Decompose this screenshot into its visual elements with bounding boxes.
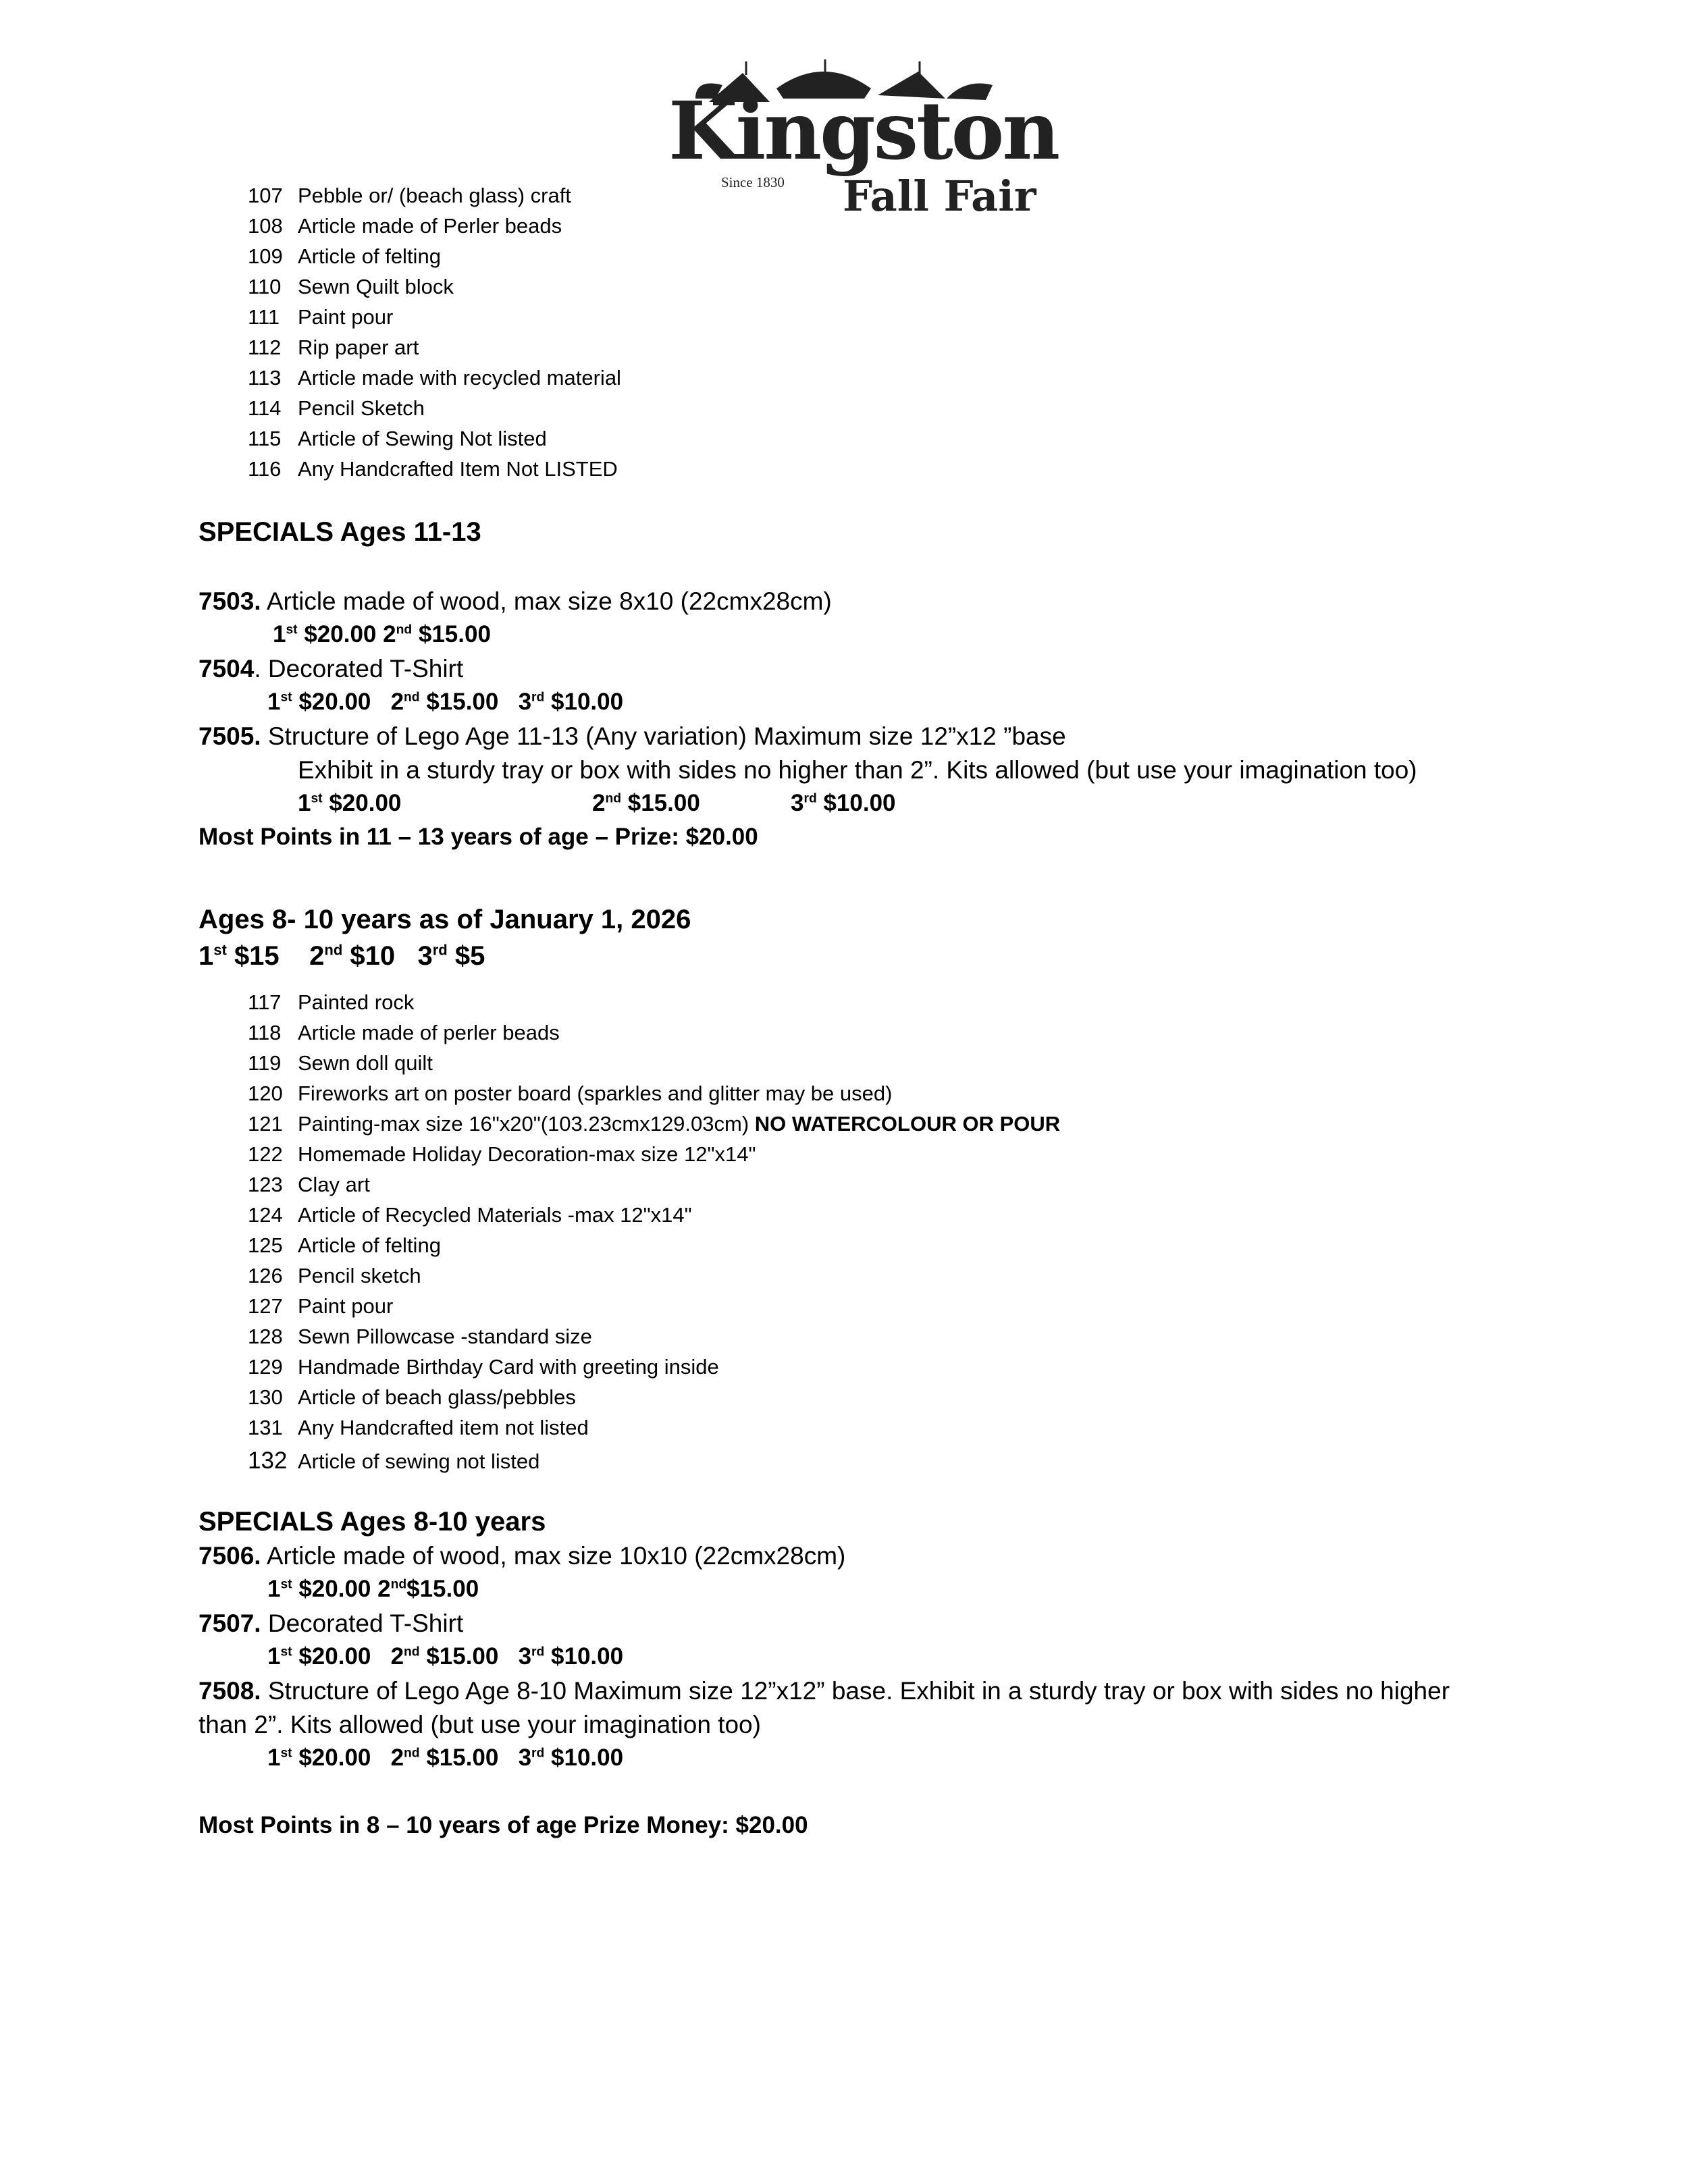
item-number: 129 <box>248 1355 283 1379</box>
item-number: 130 <box>248 1385 283 1409</box>
list-item <box>248 241 621 271</box>
item-label: Article of sewing not listed <box>298 1449 540 1473</box>
item-label: Article of Recycled Materials -max 12"x14" <box>298 1203 692 1227</box>
item-number: 120 <box>248 1082 283 1105</box>
item-number: 110 <box>248 275 282 298</box>
item-number: 115 <box>248 427 282 450</box>
item-number: 112 <box>248 336 282 359</box>
list-item <box>248 271 621 302</box>
list-item <box>248 1169 1060 1200</box>
list-item <box>248 1291 1060 1321</box>
item-label: Paint pour <box>298 1294 394 1318</box>
entry-7508 <box>199 1677 1450 1705</box>
entry-text: . Decorated T-Shirt <box>254 655 464 683</box>
list-item <box>248 180 621 211</box>
list-item <box>248 363 621 393</box>
item-label: Sewn Quilt block <box>298 275 454 298</box>
item-number: 116 <box>248 457 282 481</box>
item-label: Article of felting <box>298 244 441 268</box>
logo-sub: Fall Fair <box>843 171 1036 221</box>
prize-line: 1st $20.00 2nd $15.00 3rd $10.00 <box>267 689 624 715</box>
item-number: 119 <box>248 1051 282 1075</box>
section-heading-ages-8-10: Ages 8- 10 years as of January 1, 2026 <box>199 905 691 934</box>
entry-code: 7503. <box>199 587 261 615</box>
item-label: Painted rock <box>298 990 415 1014</box>
section-heading-specials-11-13: SPECIALS Ages 11-13 <box>199 517 481 547</box>
list-item <box>248 332 621 363</box>
prize-line: 1st $20.00 2nd $15.00 3rd $10.00 <box>267 1744 624 1771</box>
section-heading-specials-8-10: SPECIALS Ages 8-10 years <box>199 1507 546 1537</box>
item-number: 124 <box>248 1203 283 1227</box>
item-label: Pencil Sketch <box>298 396 425 420</box>
entry-text: Structure of Lego Age 11-13 (Any variation) Maximum size 12”x12 ”base <box>261 722 1066 750</box>
item-label: Paint pour <box>298 305 394 329</box>
list-item <box>248 1078 1060 1109</box>
item-label: Any Handcrafted Item Not LISTED <box>298 457 618 481</box>
ages-8-10-prizes: 1st $15 2nd $10 3rd $5 <box>199 941 485 971</box>
item-label: Any Handcrafted item not listed <box>298 1416 589 1439</box>
item-number: 126 <box>248 1264 283 1287</box>
entry-code: 7508. <box>199 1677 261 1705</box>
entry-7505-details: Exhibit in a sturdy tray or box with sides no higher than 2”. Kits allowed (but use your imagination too) <box>298 756 1417 784</box>
item-number: 108 <box>248 214 283 238</box>
entry-text: Decorated T-Shirt <box>261 1609 464 1637</box>
list-item <box>248 1048 1060 1078</box>
list-item <box>248 393 621 423</box>
entry-7504 <box>199 655 463 683</box>
item-number: 113 <box>248 366 282 390</box>
item-label: Fireworks art on poster board (sparkles and glitter may be used) <box>298 1082 893 1105</box>
prize-line: 1st $20.00 2nd $15.00 <box>273 621 491 647</box>
entry-7503 <box>199 587 832 616</box>
list-item <box>248 1352 1060 1382</box>
item-number: 123 <box>248 1173 283 1196</box>
list-item <box>248 1017 1060 1048</box>
list-item <box>248 454 621 484</box>
list-item <box>248 987 1060 1017</box>
item-number: 128 <box>248 1325 283 1348</box>
item-number: 132 <box>248 1447 288 1474</box>
entry-text: Article made of wood, max size 10x10 (22cmx28cm) <box>261 1542 846 1570</box>
most-points-8-10: Most Points in 8 – 10 years of age Prize Money: $20.00 <box>199 1812 808 1838</box>
entry-code: 7504 <box>199 655 255 683</box>
list-item <box>248 1445 1060 1476</box>
item-number: 107 <box>248 184 283 207</box>
item-number: 131 <box>248 1416 283 1439</box>
item-number: 114 <box>248 396 282 420</box>
item-number: 127 <box>248 1294 283 1318</box>
list-item <box>248 1139 1060 1169</box>
item-label: Sewn Pillowcase -standard size <box>298 1325 592 1348</box>
item-number: 121 <box>248 1112 283 1136</box>
entry-code: 7506. <box>199 1542 261 1570</box>
item-label: Article of felting <box>298 1233 441 1257</box>
list-item <box>248 423 621 454</box>
prize-line: 1st $20.00 2nd $15.00 3rd $10.00 <box>267 1643 624 1670</box>
item-label: Painting-max size 16"x20"(103.23cmx129.03cm) <box>298 1112 755 1136</box>
list-item <box>248 1321 1060 1352</box>
list-item <box>248 1109 1060 1139</box>
list-item <box>248 1200 1060 1230</box>
list-item <box>248 1382 1060 1412</box>
item-label: Article of Sewing Not listed <box>298 427 547 450</box>
category-list-8-10 <box>248 987 1060 1476</box>
item-number: 111 <box>248 305 280 329</box>
item-label: Handmade Birthday Card with greeting inside <box>298 1355 719 1379</box>
item-label: Article made of Perler beads <box>298 214 562 238</box>
list-item <box>248 1260 1060 1291</box>
item-label: Pebble or/ (beach glass) craft <box>298 184 571 207</box>
item-number: 117 <box>248 990 282 1014</box>
list-item <box>248 211 621 241</box>
item-number: 122 <box>248 1142 283 1166</box>
list-item <box>248 1230 1060 1260</box>
item-note: NO WATERCOLOUR OR POUR <box>754 1112 1061 1136</box>
item-label: Clay art <box>298 1173 370 1196</box>
entry-7508-details: than 2”. Kits allowed (but use your imagination too) <box>199 1711 761 1738</box>
prize-line: 1st $20.00 2nd$15.00 <box>267 1576 479 1602</box>
kingston-fall-fair-logo <box>668 58 1059 223</box>
entry-7505 <box>199 722 1066 751</box>
item-label: Homemade Holiday Decoration-max size 12"x14" <box>298 1142 756 1166</box>
item-label: Article made with recycled material <box>298 366 621 390</box>
item-label: Article made of perler beads <box>298 1021 560 1044</box>
item-number: 125 <box>248 1233 283 1257</box>
most-points-11-13: Most Points in 11 – 13 years of age – Prize: $20.00 <box>199 824 758 850</box>
entry-code: 7507. <box>199 1609 261 1637</box>
category-list-11-13 <box>248 180 621 484</box>
entry-7506 <box>199 1542 845 1570</box>
list-item <box>248 1412 1060 1443</box>
entry-code: 7505. <box>199 722 261 750</box>
item-label: Pencil sketch <box>298 1264 421 1287</box>
item-number: 109 <box>248 244 283 268</box>
item-label: Rip paper art <box>298 336 419 359</box>
logo-since: Since 1830 <box>721 174 785 190</box>
list-item <box>248 302 621 332</box>
entry-text: Structure of Lego Age 8-10 Maximum size 12”x12” base. Exhibit in a sturdy tray or box with sides no higher <box>261 1677 1450 1705</box>
item-label: Article of beach glass/pebbles <box>298 1385 576 1409</box>
item-number: 118 <box>248 1021 282 1044</box>
logo-name: Kingston <box>668 84 1059 178</box>
entry-7507 <box>199 1609 463 1638</box>
item-label: Sewn doll quilt <box>298 1051 433 1075</box>
entry-text: Article made of wood, max size 8x10 (22cmx28cm) <box>261 587 832 615</box>
